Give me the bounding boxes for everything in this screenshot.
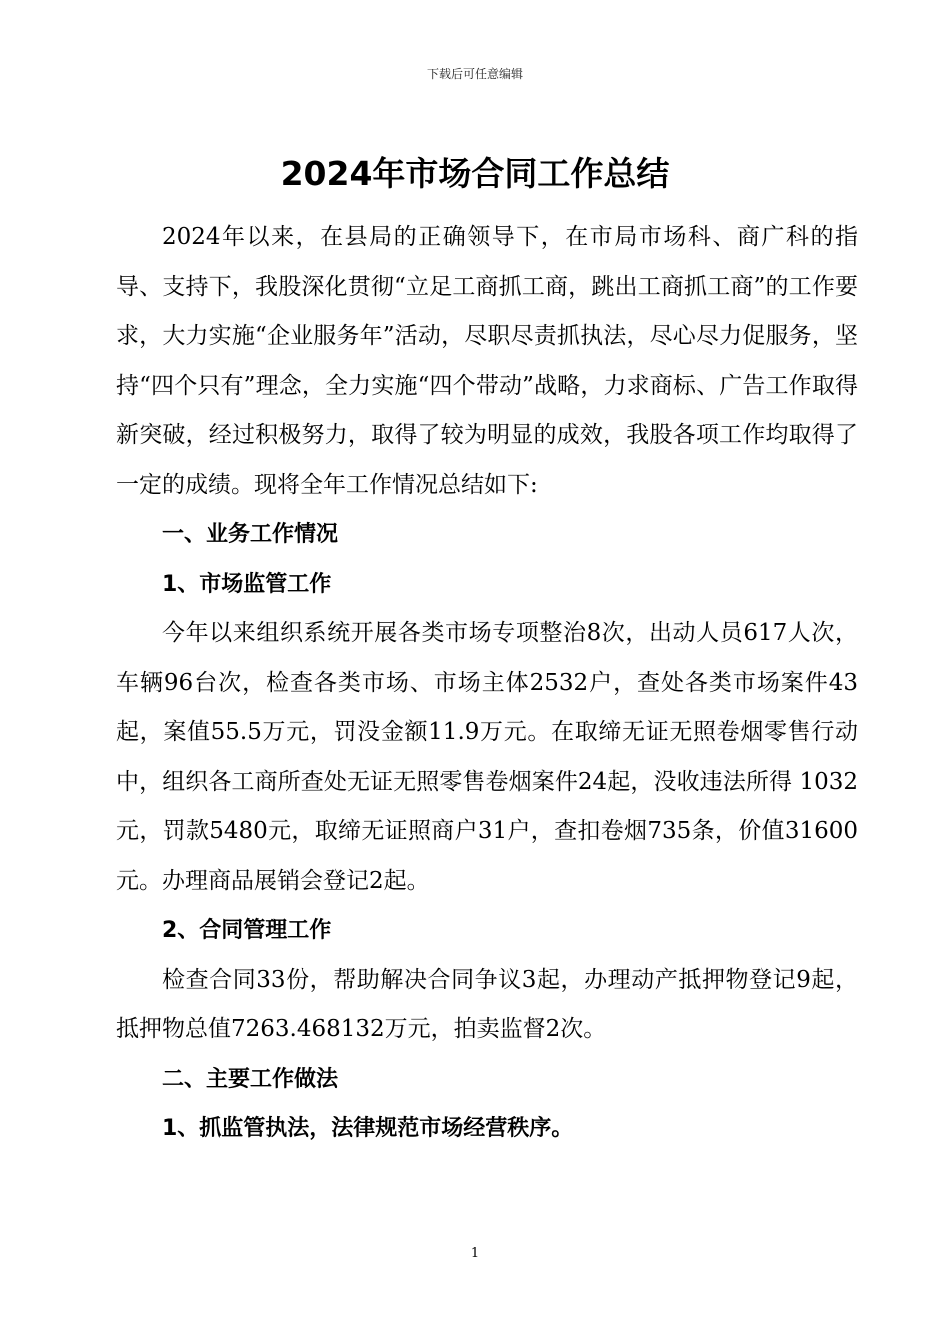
market-supervision-paragraph: 今年以来组织系统开展各类市场专项整治8次，出动人员617人次，车辆96台次，检查各类市场、市场主体2532户，查处各类市场案件43起，案值55.5万元，罚没金额11.9万元。在取缔无证无照卷烟零售行动中，组织各工商所查处无证无照零售卷烟案件24起，没收违法所得 1032元，罚款5480元，取缔无证照商户31户，查扣卷烟735条，价值31600元。办理商品展销会登记2起。: [116, 620, 858, 894]
subheading-supervision-enforcement: 1、抓监管执法，法律规范市场经营秩序。: [162, 1116, 574, 1141]
section-heading-business: 一、业务工作情况: [162, 522, 339, 547]
document-title: 2024年市场合同工作总结: [280, 154, 670, 193]
contract-management-paragraph: 检查合同33份，帮助解决合同争议3起，办理动产抵押物登记9起，抵押物总值7263.468132万元，拍卖监督2次。: [116, 966, 858, 1042]
intro-paragraph: 2024年以来，在县局的正确领导下，在市局市场科、商广科的指导、支持下，我股深化贯彻“立足工商抓工商，跳出工商抓工商”的工作要求，大力实施“企业服务年”活动，尽职尽责抓执法，尽心尽力促服务，坚持“四个只有”理念，全力实施“四个带动”战略，力求商标、广告工作取得新突破，经过积极努力，取得了较为明显的成效，我股各项工作均取得了一定的成绩。现将全年工作情况总结如下:: [116, 224, 858, 498]
subheading-market-supervision: 1、市场监管工作: [162, 571, 332, 597]
header-note: 下载后可任意编辑: [426, 67, 523, 81]
section-heading-methods: 二、主要工作做法: [162, 1066, 339, 1092]
page-number: 1: [470, 1246, 480, 1261]
document-body: [116, 213, 858, 1154]
subheading-contract-management: 2、合同管理工作: [162, 918, 332, 943]
